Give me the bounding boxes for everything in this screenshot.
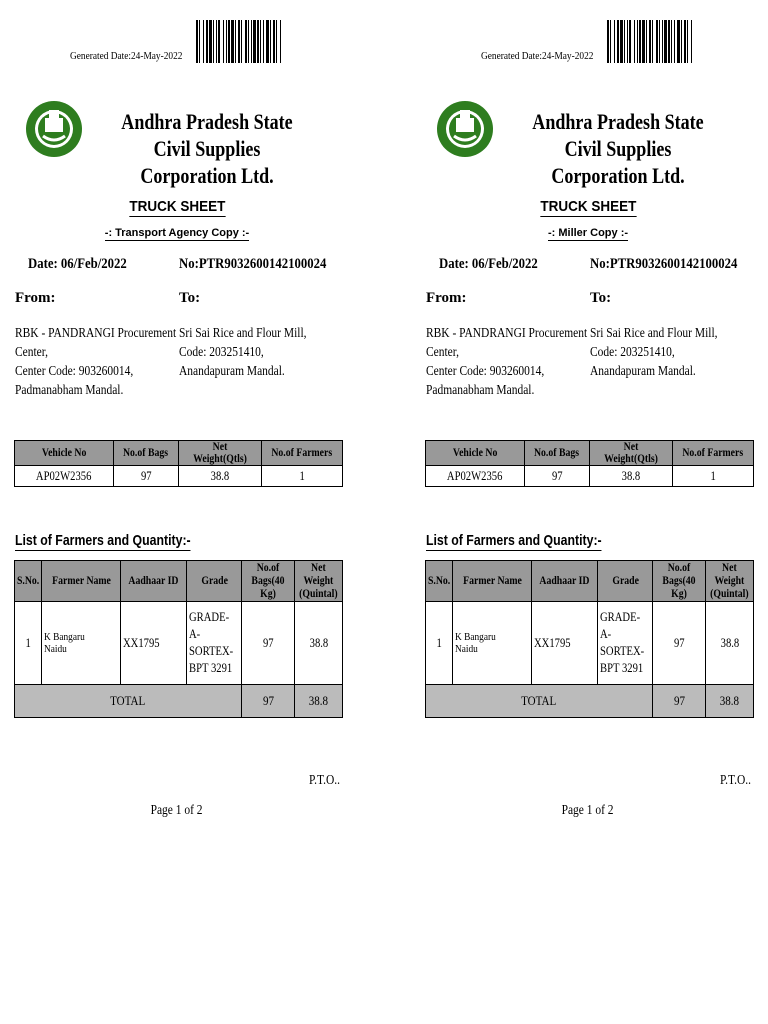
total-row: TOTAL 97 38.8 bbox=[15, 685, 343, 718]
barcode bbox=[607, 20, 759, 63]
sheet-title: TRUCK SHEET bbox=[539, 198, 636, 215]
farmer-table: S.No. Farmer Name Aadhaar ID Grade No.of Bags(40 Kg) Net Weight (Quintal) 1 K Bangaru Naidu XX1795 GRADE- A- SORTEX- BPT 3291 97 38.8 TOTAL 97 38.8 bbox=[425, 560, 754, 718]
sheet-date: Date: 06/Feb/2022 bbox=[439, 256, 538, 272]
from-label: From: bbox=[15, 290, 56, 306]
table-row: 1 K Bangaru Naidu XX1795 GRADE- A- SORTEX- BPT 3291 97 38.8 bbox=[426, 602, 754, 685]
generated-date: Generated Date:24-May-2022 bbox=[70, 50, 183, 62]
farmer-table: S.No. Farmer Name Aadhaar ID Grade No.of Bags(40 Kg) Net Weight (Quintal) 1 K Bangaru Naidu XX1795 GRADE- A- SORTEX- BPT 3291 97 38.8 TOTAL 97 38.8 bbox=[14, 560, 343, 718]
organization-name bbox=[105, 108, 310, 189]
apscsc-logo-icon bbox=[436, 80, 494, 178]
sheet-number: No:PTR9032600142100024 bbox=[179, 256, 327, 272]
truck-sheet-miller-copy bbox=[423, 0, 763, 840]
generated-date: Generated Date:24-May-2022 bbox=[481, 50, 594, 62]
page-number: Page 1 of 2 bbox=[562, 802, 614, 817]
sheet-date: Date: 06/Feb/2022 bbox=[28, 256, 127, 272]
total-row: TOTAL 97 38.8 bbox=[426, 685, 754, 718]
list-title: List of Farmers and Quantity:- bbox=[15, 532, 191, 549]
table-row: AP02W2356 97 38.8 1 bbox=[426, 466, 754, 487]
vehicle-table: Vehicle No No.of Bags Net Weight(Qtls) No.of Farmers AP02W2356 97 38.8 1 bbox=[425, 440, 754, 487]
copy-label: -: Miller Copy :- bbox=[547, 227, 629, 239]
list-title: List of Farmers and Quantity:- bbox=[426, 532, 602, 549]
org-line1: Andhra Pradesh State Civil Supplies bbox=[532, 109, 704, 161]
sheet-title: TRUCK SHEET bbox=[128, 198, 225, 215]
pto-note: P.T.O.. bbox=[309, 772, 341, 787]
org-line1: Andhra Pradesh State Civil Supplies bbox=[121, 109, 293, 161]
organization-name bbox=[516, 108, 721, 189]
sheet-number: No:PTR9032600142100024 bbox=[590, 256, 738, 272]
org-line2: Corporation Ltd. bbox=[140, 163, 274, 188]
truck-sheet-transport-copy bbox=[12, 0, 352, 840]
to-address: Sri Sai Rice and Flour Mill, Code: 203251410, Anandapuram Mandal. bbox=[179, 325, 307, 378]
to-address: Sri Sai Rice and Flour Mill, Code: 203251410, Anandapuram Mandal. bbox=[590, 325, 718, 378]
from-address: RBK - PANDRANGI Procurement Center, Center Code: 903260014, Padmanabham Mandal. bbox=[426, 325, 588, 397]
from-address: RBK - PANDRANGI Procurement Center, Center Code: 903260014, Padmanabham Mandal. bbox=[15, 325, 177, 397]
barcode bbox=[196, 20, 348, 63]
to-label: To: bbox=[179, 290, 201, 306]
org-line2: Corporation Ltd. bbox=[551, 163, 685, 188]
apscsc-logo-icon bbox=[25, 80, 83, 178]
vehicle-table: Vehicle No No.of Bags Net Weight(Qtls) No.of Farmers AP02W2356 97 38.8 1 bbox=[14, 440, 343, 487]
copy-label: -: Transport Agency Copy :- bbox=[104, 227, 250, 239]
pto-note: P.T.O.. bbox=[720, 772, 752, 787]
table-row: 1 K Bangaru Naidu XX1795 GRADE- A- SORTEX- BPT 3291 97 38.8 bbox=[15, 602, 343, 685]
page-number: Page 1 of 2 bbox=[151, 802, 203, 817]
from-label: From: bbox=[426, 290, 467, 306]
table-row: AP02W2356 97 38.8 1 bbox=[15, 466, 343, 487]
to-label: To: bbox=[590, 290, 612, 306]
